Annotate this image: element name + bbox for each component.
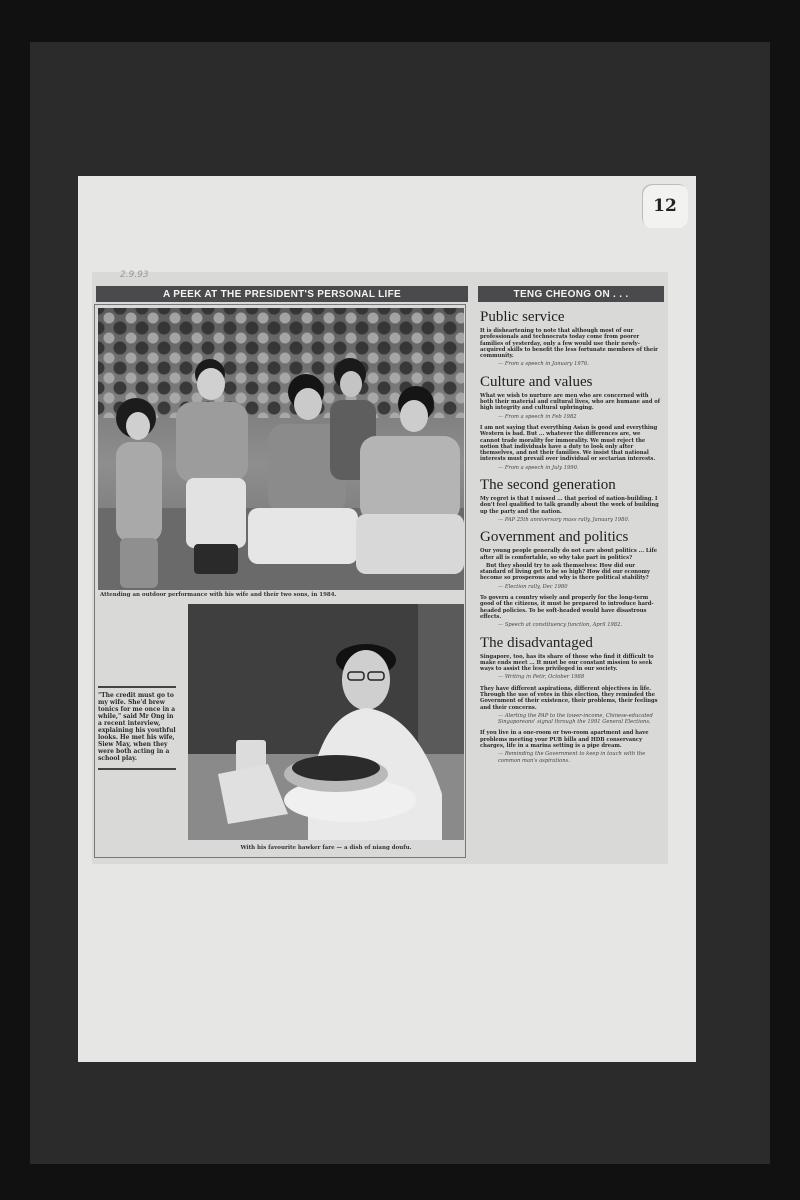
family-figures [98,308,464,590]
quote-text: Singapore, too, has its share of those who find it difficult to make ends meet ... It must be our constant mission to seek ways to assist the less privileged in our society. [480,653,654,673]
quote-text: To govern a country wisely and properly for the long-term good of the citizens, it must be prepared to introduce hard-headed policies. To be soft-headed would have disastrous effects. [480,595,654,620]
handwritten-date: 2.9.93 [120,270,149,280]
section-public-service [480,308,662,368]
quote-text: It is disheartening to note that although most of our professionals and technocrats today come from poorer families of yesterday, only a few would use their newly-acquired skills to benefit the less fortunate members of their community. [480,328,658,360]
quote-source: — From a speech in Feb 1982 [498,413,577,420]
section-second-generation [480,476,662,523]
quote-text: My regret is that I missed ... that period of nation-building. I don't feel qualified to talk grandly about the work of building up the party and the nation. [480,496,659,515]
quote-source: — Reminding the Government to keep in touch with the common man's aspirations. [498,751,646,764]
section-title: The second generation [480,477,616,494]
quote-source: — Election rally, Dec 1980 [498,583,568,590]
page-number: 12 [642,184,688,228]
quote-source: — Alerting the PAP to the lower-income, Chinese-educated Singaporeans' signal through the 1991 General Elections. [498,712,653,726]
quote-source: — Writing in Petir, October 1988 [498,674,585,681]
quote-text: What we wish to nurture are men who are concerned with both their material and cultural lives, who are humane and of high integrity and cultural upbringing. [480,392,660,412]
quote-text: They have different aspirations, different objectives in life. Through the use of votes in this election, they reminded the Government of their existence, their problems, their feelings and their concerns. [480,685,658,711]
quote-source: — From a speech in January 1976. [498,361,589,368]
quote-source: — From a speech in July 1990. [498,464,579,471]
section-title: Culture and values [480,373,593,390]
family-photo-caption: Attending an outdoor performance with his wife and their two sons, in 1984. [100,592,337,598]
quote-source: — Speech at constituency function, April 1982. [498,622,623,629]
hawker-figure [188,604,464,840]
section-title: Government and politics [480,529,629,546]
section-title: Public service [480,309,565,325]
hawker-photo [188,604,464,840]
quotes-column [476,304,666,862]
hawker-photo-caption: With his favourite hawker fare — a dish of niang doufu. [240,845,412,851]
quote-source: — PAP 25th anniversary mass rally, January 1980. [498,516,630,523]
left-panel-header: A PEEK AT THE PRESIDENT'S PERSONAL LIFE [96,286,468,302]
section-disadvantaged [480,634,662,764]
section-culture-values [480,373,662,471]
quote-text: But they should try to ask themselves: How did our standard of living get to be so high? How did our economy become so prosperous and why is there political stability? [480,562,651,582]
quote-text: If you live in a one-room or two-room apartment and have problems meeting your PUB bills and HDB conservancy charges, life in a marina setting is a pipe dream. [480,730,649,750]
quote-text: I am not saying that everything Asian is good and everything Western is bad. But ... whatever the differences are, we cannot trade morality for immorality. We must reject the notion that individuals have a duty to look only after themselves, and not their families. We insist that national interests must prevail over individual or sectarian interests. [480,424,658,463]
family-photo [98,308,464,590]
section-title: The disadvantaged [480,634,593,651]
wife-quote: "The credit must go to my wife. She'd brew tonics for me once in a while," said Mr Ong in a recent interview, explaining his youthful looks. He met his wife, Siew May, when they were both acting in a school play. [98,686,176,770]
quote-text: Our young people generally do not care about politics ... Life after all is comfortable, so why take part in politics? [480,548,657,561]
right-panel-header: TENG CHEONG ON . . . [478,286,664,302]
section-government-politics [480,528,662,628]
